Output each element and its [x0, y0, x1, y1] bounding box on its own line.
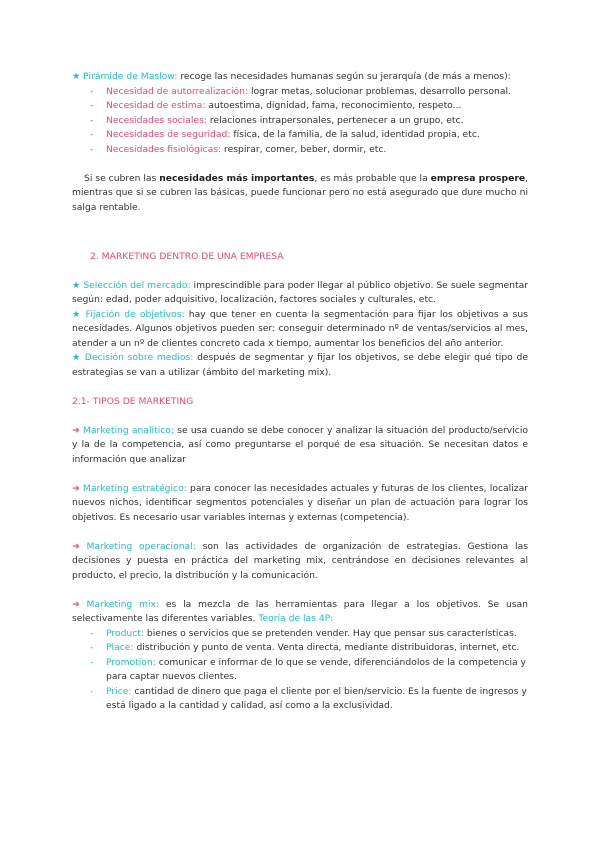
bold-text: empresa prospere [430, 172, 526, 184]
decision-paragraph [72, 351, 528, 380]
star-icon: ★ [72, 308, 82, 320]
maslow-title: Pirámide de Maslow: [83, 71, 178, 82]
paragraph-text: son las actividades de organización de estrategias. Gestiona las decisiones y puesta en práctica del marketing mix, centrándose en decisiones relevantes al producto, el precio, la distribución y la comunicación. [72, 540, 528, 581]
bold-text: necesidades más importantes [159, 172, 315, 184]
dash-icon: - [90, 627, 94, 639]
arrow-icon: ➜ [72, 540, 80, 552]
item-text: respirar, comer, beber, dormir, etc. [221, 143, 387, 155]
item-label: Promotion: [106, 656, 156, 668]
item-label: Price: [106, 685, 132, 697]
item-label: Necesidades sociales: [106, 114, 207, 126]
item-text: distribución y punto de venta. Venta directa, mediante distribuidoras, internet, etc. [133, 642, 520, 653]
text-run: Si se cubren las [84, 172, 160, 184]
star-icon: ★ [72, 279, 81, 291]
paragraph-text: para conocer las necesidades actuales y futuras de los clientes, localizar nuevos nichos, identificar segmentos potenciales y diseñar un plan de actuación para lograr los objetivos. Es necesario usar variables internas y externas (competencia). [72, 482, 528, 523]
maslow-list [72, 85, 528, 158]
list-item [90, 656, 528, 685]
dash-icon: - [90, 642, 94, 653]
dash-icon: - [90, 656, 94, 668]
item-label: Product: [106, 627, 144, 639]
subsection-heading: 2.1- TIPOS DE MARKETING [72, 395, 194, 407]
item-text: relaciones intrapersonales, pertenecer a un grupo, etc. [206, 114, 464, 126]
mix-paragraph [72, 598, 528, 627]
paragraph-label: Marketing estratégico: [79, 482, 187, 494]
paragraph-text: es la mezcla de las herramientas para llegar a los objetivos. Se usan selectivamente las diferentes variables. [72, 598, 529, 624]
paragraph-text: imprescindible para poder llegar al público objetivo. Se suele segmentar según: edad, poder adquisitivo, localización, factores sociales y culturales, etc. [72, 279, 528, 305]
dash-icon: - [90, 114, 94, 126]
list-item [90, 143, 528, 158]
document-page [72, 70, 528, 714]
star-icon: ★ [72, 352, 82, 363]
item-label: Necesidades fisiológicas: [106, 143, 222, 155]
list-item [90, 114, 528, 129]
list-item [90, 641, 528, 656]
item-text: autoestima, dignidad, fama, reconocimiento, respeto... [205, 100, 462, 111]
list-item [90, 627, 528, 642]
fijacion-paragraph [72, 308, 528, 352]
list-item [90, 128, 528, 143]
conclusion-paragraph [72, 172, 528, 216]
dash-icon: - [90, 85, 94, 97]
four-p-list [72, 627, 528, 714]
dash-icon: - [90, 129, 94, 140]
dash-icon: - [90, 143, 94, 155]
seleccion-paragraph [72, 279, 528, 308]
item-label: Necesidades de seguridad: [106, 129, 231, 140]
item-text: cantidad de dinero que paga el cliente por el bien/servicio. Es la fuente de ingresos y está ligado a la cantidad y calidad, así como a la exclusividad. [106, 685, 527, 711]
maslow-desc: recoge las necesidades humanas según su jerarquía (de más a menos): [177, 71, 511, 82]
operacional-paragraph [72, 540, 528, 584]
dash-icon: - [90, 100, 94, 111]
item-text: comunicar e informar de lo que se vende, diferenciándolos de la competencia y para captar nuevos clientes. [106, 656, 526, 682]
paragraph-text: hay que tener en cuenta la segmentación para fijar los objetivos a sus necesidades. Algunos objetivos pueden ser: conseguir determinado nº de ventas/servicios al mes, atender a un nº de clientes concreto cada x tiempo, aumentar los beneficios del año anterior. [72, 308, 528, 349]
paragraph-label: Marketing operacional: [79, 540, 196, 552]
star-icon: ★ [72, 71, 81, 82]
item-label: Necesidad de estima: [106, 100, 206, 111]
arrow-icon: ➜ [72, 598, 80, 610]
paragraph-label: Marketing mix: [79, 598, 160, 610]
arrow-icon: ➜ [72, 424, 80, 436]
text-run: , mientras que si se cubren las básicas, puede funcionar pero no está asegurado que dure mucho ni salga rentable. [72, 172, 529, 213]
text-run: , es más probable que la [314, 172, 431, 184]
paragraph-label: Selección del mercado: [83, 279, 191, 291]
item-label: Necesidad de autorrealización: [106, 85, 249, 97]
item-label: Place: [106, 642, 134, 653]
arrow-icon: ➜ [72, 482, 80, 494]
list-item [90, 85, 528, 100]
dash-icon: - [90, 685, 94, 697]
list-item [90, 685, 528, 714]
estrategico-paragraph [72, 482, 528, 526]
maslow-heading [72, 70, 528, 85]
paragraph-text: después de segmentar y fijar los objetivos, se debe elegir qué tipo de estrategias se van a utilizar (ámbito del marketing mix). [72, 352, 528, 378]
section-heading: 2. MARKETING DENTRO DE UNA EMPRESA [90, 250, 284, 262]
analitico-paragraph [72, 424, 528, 468]
paragraph-label: Marketing analítico: [79, 424, 175, 436]
item-text: física, de la familia, de la salud, identidad propia, etc. [230, 129, 480, 140]
item-text: lograr metas, solucionar problemas, desarrollo personal. [248, 85, 511, 97]
item-text: bienes o servicios que se pretenden vender. Hay que pensar sus características. [143, 627, 517, 639]
paragraph-label: Decisión sobre medios: [84, 352, 194, 363]
paragraph-text: se usa cuando se debe conocer y analizar la situación del producto/servicio y la de la competencia, así como preguntarse el porqué de esa situación. Se necesitan datos e información que analizar [72, 424, 528, 465]
paragraph-label: Fijación de objetivos: [85, 308, 185, 320]
teoria-label: Teoría de las 4P: [258, 613, 334, 624]
list-item [90, 99, 528, 114]
